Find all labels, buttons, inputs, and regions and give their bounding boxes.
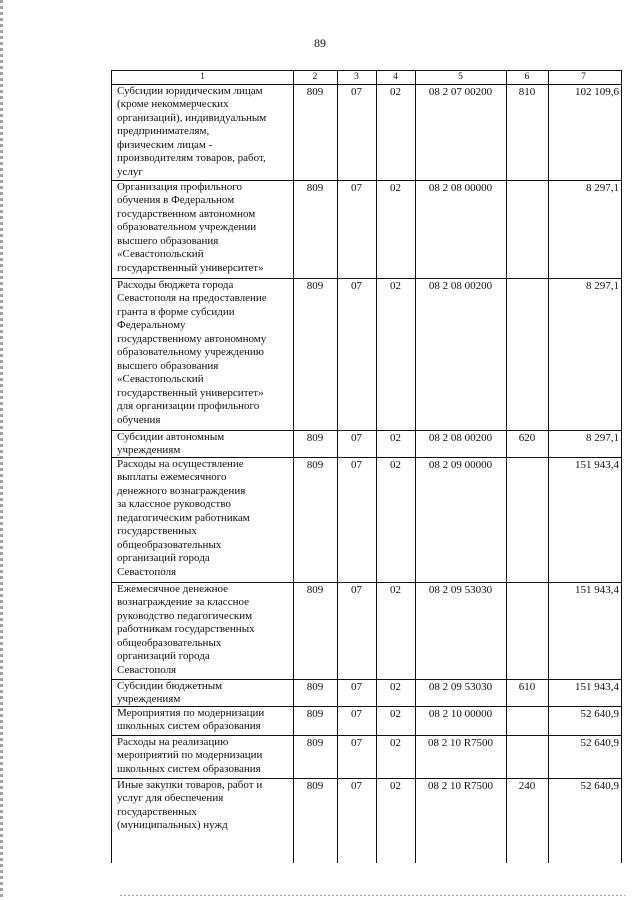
row-name: Организация профильного обучения в Федеральном государственном автономном образовательном учреждении высшего образования «Севастопольский государственный университет» [117,181,264,274]
row-name: Расходы на осуществление выплаты ежемесячного денежного вознаграждения за классное руководство педагогическим работникам государственных общеобразовательных организаций города Севастополя [117,458,250,578]
row-section-code: 07 [351,737,362,749]
row-subsection-code: 02 [390,280,401,292]
row-expense-type-code: 610 [518,681,536,693]
column-number-7: 7 [581,72,586,82]
row-section-code: 07 [351,86,362,98]
row-department-code: 809 [306,681,324,693]
table-row [112,680,621,707]
row-section-code: 07 [351,459,362,471]
row-subsection-code: 02 [390,681,401,693]
column-number-3: 3 [354,72,359,82]
row-amount: 151 943,4 [575,584,619,596]
row-subsection-code: 02 [390,459,401,471]
row-amount: 8 297,1 [586,280,619,292]
row-expense-type-code [506,736,548,778]
row-target-article-code: 08 2 09 00000 [428,459,493,471]
row-amount: 151 943,4 [575,459,619,471]
row-section-code: 07 [351,584,362,596]
row-department-code: 809 [306,182,324,194]
column-number-6: 6 [524,72,530,82]
row-target-article-code: 08 2 10 00000 [428,708,493,720]
row-target-article-code: 08 2 08 00200 [428,432,493,444]
row-expense-type-code [506,707,548,735]
row-subsection-code: 02 [390,737,401,749]
row-amount: 8 297,1 [586,432,619,444]
table-row [112,431,621,458]
row-department-code: 809 [306,459,324,471]
row-target-article-code: 08 2 07 00200 [428,86,493,98]
row-section-code: 07 [351,182,362,194]
row-subsection-code: 02 [390,86,401,98]
table-row [112,583,621,680]
row-section-code: 07 [351,432,362,444]
row-department-code: 809 [306,432,324,444]
column-number-5: 5 [458,72,463,82]
row-section-code: 07 [351,280,362,292]
row-amount: 102 109,6 [575,86,619,98]
row-amount: 52 640,9 [580,737,619,749]
row-name: Субсидии автономным учреждениям [117,431,225,457]
row-expense-type-code [506,583,548,679]
row-subsection-code: 02 [390,780,401,792]
row-department-code: 809 [306,280,324,292]
row-target-article-code: 08 2 09 53030 [428,584,493,596]
row-expense-type-code: 620 [518,432,536,444]
row-department-code: 809 [306,708,324,720]
row-subsection-code: 02 [390,708,401,720]
table-row [112,458,621,583]
row-department-code: 809 [306,584,324,596]
row-subsection-code: 02 [390,432,401,444]
column-number-2: 2 [312,72,318,82]
row-expense-type-code [506,458,548,582]
row-name: Расходы на реализацию мероприятий по модернизации школьных систем образования [117,736,263,775]
row-section-code: 07 [351,708,362,720]
row-name: Мероприятия по модернизации школьных систем образования [117,707,265,733]
row-subsection-code: 02 [390,584,401,596]
row-expense-type-code [506,181,548,278]
row-department-code: 809 [306,737,324,749]
row-target-article-code: 08 2 09 53030 [428,681,493,693]
table-row [112,181,621,279]
column-number-1: 1 [200,72,205,82]
scan-left-edge [0,0,3,900]
row-name: Субсидии бюджетным учреждениям [117,680,223,706]
table-row [112,279,621,431]
table-row [112,85,621,181]
row-target-article-code: 08 2 10 R7500 [427,737,494,749]
row-expense-type-code: 810 [518,86,536,98]
scan-bottom-edge [120,895,625,896]
column-number-4: 4 [393,72,398,82]
row-name: Расходы бюджета города Севастополя на предоставление гранта в форме субсидии Федеральному государственному автономному образовательному учреждению высшего образования «Севастопольский государственный университет» для организации профильного обучения [117,279,267,426]
table-row [112,707,621,736]
table-row [112,779,621,863]
row-section-code: 07 [351,780,362,792]
row-name: Ежемесячное денежное вознаграждение за классное руководство педагогическим работникам государственных общеобразовательных организаций города Севастополя [117,583,255,676]
row-section-code: 07 [351,681,362,693]
row-department-code: 809 [306,780,324,792]
row-name: Субсидии юридическим лицам (кроме некоммерческих организаций), индивидуальным предпринимателям, физическим лицам - производителям товаров, работ, услуг [117,85,267,178]
row-expense-type-code [506,279,548,430]
row-target-article-code: 08 2 10 R7500 [427,780,494,792]
row-subsection-code: 02 [390,182,401,194]
row-target-article-code: 08 2 08 00000 [428,182,493,194]
row-amount: 151 943,4 [575,681,619,693]
row-amount: 8 297,1 [586,182,619,194]
table-row [112,736,621,779]
row-target-article-code: 08 2 08 00200 [428,280,493,292]
budget-table [111,70,622,863]
table-header-row [112,71,621,85]
row-expense-type-code: 240 [518,780,536,792]
column-divider [621,71,622,863]
row-amount: 52 640,9 [580,708,619,720]
row-amount: 52 640,9 [580,780,619,792]
row-department-code: 809 [306,86,324,98]
row-name: Иные закупки товаров, работ и услуг для обеспечения государственных (муниципальных) нужд [117,779,263,832]
page-number: 89 [314,36,326,50]
